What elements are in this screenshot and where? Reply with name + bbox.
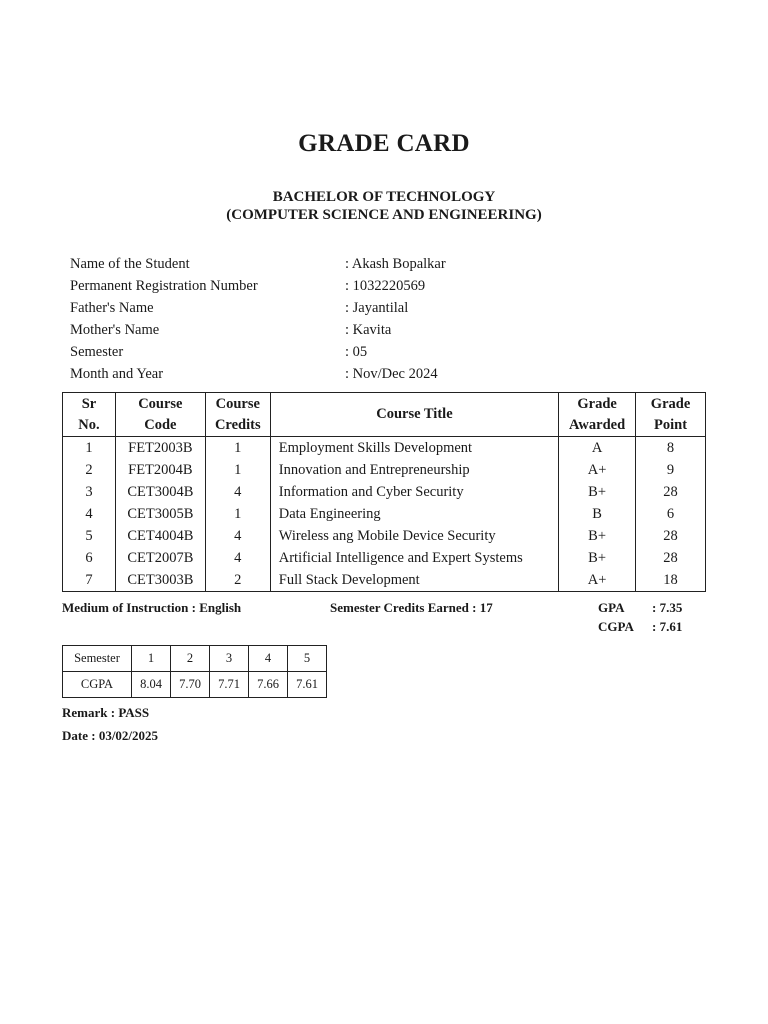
info-label: Semester (70, 344, 124, 360)
issue-date: Date : 03/02/2025 (62, 728, 159, 743)
cell-title: Artificial Intelligence and Expert Systems (270, 547, 558, 569)
cell-sr: 4 (63, 503, 116, 525)
cell-credits: 1 (205, 503, 270, 525)
cell-credits: 4 (205, 481, 270, 503)
program-name (0, 188, 768, 224)
info-value: : Akash Bopalkar (345, 256, 446, 272)
remark: Remark : PASS (62, 705, 150, 720)
info-row-name (70, 253, 690, 275)
table-row (63, 459, 706, 481)
course-table (62, 392, 706, 592)
table-row (63, 525, 706, 547)
cell-credits: 1 (205, 437, 270, 460)
cell-title: Information and Cyber Security (270, 481, 558, 503)
medium-of-instruction: Medium of Instruction : English (62, 600, 242, 615)
table-row (63, 503, 706, 525)
info-row-prn (70, 275, 690, 297)
semester-number: 4 (249, 646, 288, 672)
header-grade-awarded: Grade Awarded (559, 393, 636, 437)
cgpa-value-cell: 7.66 (249, 672, 288, 698)
semester-number: 5 (288, 646, 327, 672)
cell-code: CET3004B (115, 481, 205, 503)
cell-code: CET4004B (115, 525, 205, 547)
table-row (63, 547, 706, 569)
cgpa-value-cell: 7.70 (171, 672, 210, 698)
cgpa-value: : 7.61 (652, 619, 683, 634)
info-label: Month and Year (70, 366, 164, 382)
table-row (63, 437, 706, 460)
header-sr-no: Sr No. (63, 393, 116, 437)
info-label: Mother's Name (70, 322, 160, 338)
cell-sr: 1 (63, 437, 116, 460)
cell-point: 6 (636, 503, 706, 525)
cell-point: 9 (636, 459, 706, 481)
table-row (63, 481, 706, 503)
header-course-code: Course Code (115, 393, 205, 437)
cell-code: CET3003B (115, 569, 205, 592)
cell-code: CET2007B (115, 547, 205, 569)
info-value: : Jayantilal (345, 300, 409, 316)
header-course-title: Course Title (270, 393, 558, 437)
cell-point: 18 (636, 569, 706, 592)
cell-grade: B (559, 503, 636, 525)
info-value: : Nov/Dec 2024 (345, 366, 438, 382)
info-row-semester (70, 341, 690, 363)
course-table-header (63, 393, 706, 437)
semester-number: 3 (210, 646, 249, 672)
info-label: Father's Name (70, 300, 154, 316)
cgpa-history-table (62, 645, 327, 698)
cell-title: Wireless ang Mobile Device Security (270, 525, 558, 547)
gpa-label: GPA (598, 600, 625, 615)
cell-title: Innovation and Entrepreneurship (270, 459, 558, 481)
cell-sr: 6 (63, 547, 116, 569)
header-grade-point: Grade Point (636, 393, 706, 437)
cell-credits: 4 (205, 547, 270, 569)
cell-grade: A (559, 437, 636, 460)
gpa-value: : 7.35 (652, 600, 683, 615)
cell-credits: 1 (205, 459, 270, 481)
student-info (70, 253, 690, 385)
cell-point: 8 (636, 437, 706, 460)
cell-point: 28 (636, 525, 706, 547)
program-line-2: (COMPUTER SCIENCE AND ENGINEERING) (226, 207, 542, 223)
cell-credits: 4 (205, 525, 270, 547)
cell-sr: 5 (63, 525, 116, 547)
cell-sr: 7 (63, 569, 116, 592)
semester-header: Semester (63, 646, 132, 672)
info-value: : 1032220569 (345, 278, 426, 294)
cell-grade: A+ (559, 569, 636, 592)
cell-grade: B+ (559, 481, 636, 503)
header-course-credits: Course Credits (205, 393, 270, 437)
cell-grade: B+ (559, 525, 636, 547)
program-line-1: BACHELOR OF TECHNOLOGY (272, 189, 496, 205)
table-row (63, 569, 706, 592)
cgpa-value-cell: 8.04 (132, 672, 171, 698)
info-value: : 05 (345, 344, 368, 360)
cell-grade: A+ (559, 459, 636, 481)
info-label: Permanent Registration Number (70, 278, 258, 294)
cell-sr: 3 (63, 481, 116, 503)
cgpa-row (63, 672, 327, 698)
cell-point: 28 (636, 547, 706, 569)
cgpa-value-cell: 7.71 (210, 672, 249, 698)
cell-code: FET2003B (115, 437, 205, 460)
cell-sr: 2 (63, 459, 116, 481)
semester-number: 2 (171, 646, 210, 672)
cgpa-value-cell: 7.61 (288, 672, 327, 698)
info-row-month-year (70, 363, 690, 385)
semester-credits-earned: Semester Credits Earned : 17 (330, 600, 493, 615)
info-label: Name of the Student (70, 256, 190, 272)
cell-credits: 2 (205, 569, 270, 592)
cell-title: Full Stack Development (270, 569, 558, 592)
cell-grade: B+ (559, 547, 636, 569)
cell-code: FET2004B (115, 459, 205, 481)
cell-title: Data Engineering (270, 503, 558, 525)
cgpa-label: CGPA (598, 619, 634, 634)
cell-point: 28 (636, 481, 706, 503)
info-row-mother (70, 319, 690, 341)
info-row-father (70, 297, 690, 319)
cell-title: Employment Skills Development (270, 437, 558, 460)
semester-row (63, 646, 327, 672)
cgpa-header: CGPA (63, 672, 132, 698)
document-title: GRADE CARD (298, 130, 470, 157)
semester-number: 1 (132, 646, 171, 672)
info-value: : Kavita (345, 322, 392, 338)
cell-code: CET3005B (115, 503, 205, 525)
